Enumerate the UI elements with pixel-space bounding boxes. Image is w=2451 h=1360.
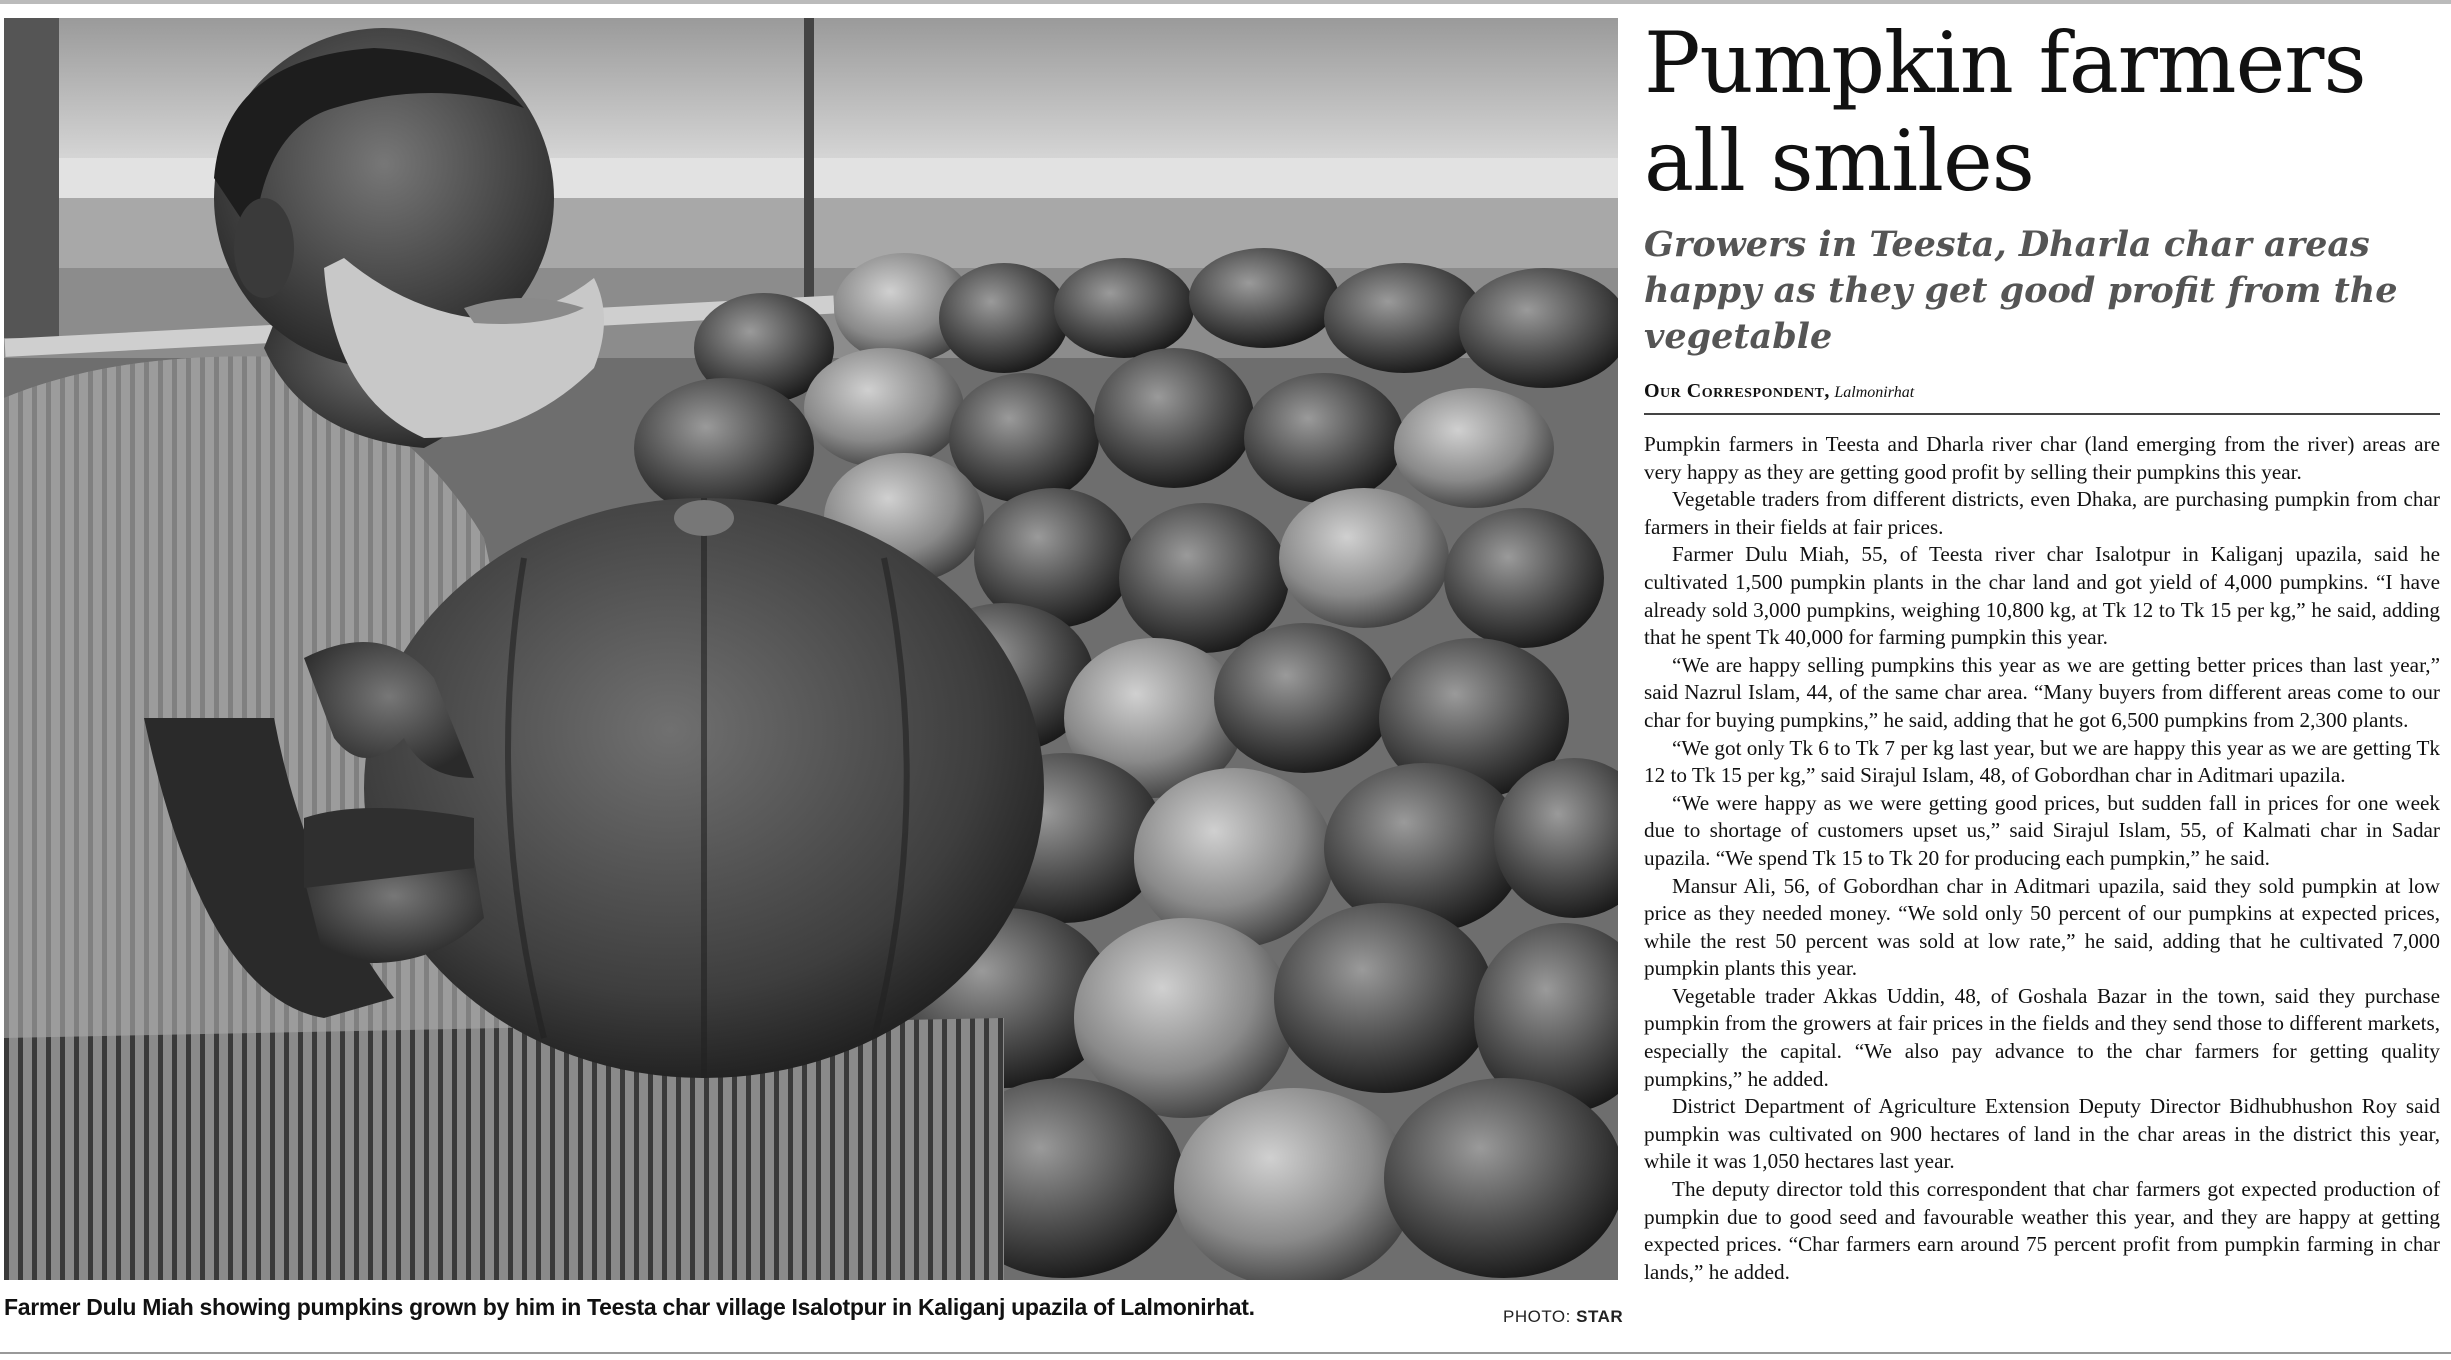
deck-subheadline: Growers in Teesta, Dharla char areas happy as they get good profit from the vegetable bbox=[1644, 224, 2398, 357]
headline-line-2: all smiles bbox=[1644, 112, 2034, 210]
article-column bbox=[1644, 14, 2440, 1344]
headline-line-1: Pumpkin farmers bbox=[1644, 14, 2366, 112]
paragraph: “We were happy as we were getting good prices, but sudden fall in prices for one week due to shortage of customers upset us,” said Sirajul Islam, 55, of Kalmati char in Sadar upazila. “We spend Tk 15 to Tk 20 for producing each pumpkin,” he said. bbox=[1644, 790, 2440, 870]
paragraph: Mansur Ali, 56, of Gobordhan char in Aditmari upazila, said they sold pumpkin at low price as they needed money. “We sold only 50 percent of our pumpkins at expected prices, while the rest 50 percent was sold at low rate,” he said, adding that he cultivated 7,000 pumpkin plants this year. bbox=[1644, 873, 2440, 981]
top-border bbox=[0, 0, 2451, 4]
farmer-with-pumpkins-photo bbox=[4, 18, 1618, 1280]
byline-rule bbox=[1644, 413, 2440, 415]
byline bbox=[1644, 380, 2440, 403]
photo-caption: Farmer Dulu Miah showing pumpkins grown by him in Teesta char village Isalotpur in Kaliganj upazila of Lalmonirhat. bbox=[4, 1294, 1255, 1320]
paragraph: District Department of Agriculture Extension Deputy Director Bidhubhushon Roy said pumpkin was cultivated on 900 hectares of land in the char areas in the district this year, while it was 1,050 hectares last year. bbox=[1644, 1094, 2440, 1174]
paragraph: Vegetable trader Akkas Uddin, 48, of Goshala Bazar in the town, said they purchase pumpkin from the growers at fair prices in the fields and they send those to different markets, especially the capital. “We also pay advance to the char farmers for getting quality pumpkins,” he added. bbox=[1644, 983, 2440, 1091]
photo-credit-source: STAR bbox=[1576, 1307, 1624, 1326]
photo-credit bbox=[1503, 1307, 1623, 1327]
news-photo bbox=[4, 18, 1618, 1280]
paragraph: “We are happy selling pumpkins this year as we are getting better prices than last year,” said Nazrul Islam, 44, of the same char area. “Many buyers from different areas come to our char for buying pumpkins,” he said, adding that he got 6,500 pumpkins from 2,300 plants. bbox=[1644, 652, 2440, 732]
byline-author: Our Correspondent, bbox=[1644, 380, 1830, 402]
headline bbox=[1644, 14, 2440, 210]
article-body bbox=[1644, 431, 2440, 1286]
paragraph: The deputy director told this correspondent that char farmers got expected production of pumpkin due to good seed and favourable weather this year, and they are happy at getting expected prices. “Char farmers earn around 75 percent profit from pumpkin farming in char lands,” he added. bbox=[1644, 1177, 2440, 1284]
paragraph: Pumpkin farmers in Teesta and Dharla river char (land emerging from the river) areas are very happy as they are getting good profit by selling their pumpkins this year. bbox=[1644, 432, 2440, 484]
paragraph: Farmer Dulu Miah, 55, of Teesta river char Isalotpur in Kaliganj upazila, said he cultivated 1,500 pumpkin plants in the char land and got yield of 4,000 pumpkins. “I have already sold 3,000 pumpkins, weighing 10,800 kg, at Tk 12 to Tk 15 per kg,” he said, adding that he spent Tk 40,000 for farming pumpkin this year. bbox=[1644, 542, 2440, 650]
paragraph: “We got only Tk 6 to Tk 7 per kg last year, but we are happy this year as we are getting Tk 12 to Tk 15 per kg,” said Sirajul Islam, 48, of Gobordhan char in Aditmari upazila. bbox=[1644, 735, 2440, 788]
bottom-border bbox=[0, 1352, 2451, 1354]
paragraph: Vegetable traders from different districts, even Dhaka, are purchasing pumpkin from char farmers in their fields at fair prices. bbox=[1644, 487, 2440, 539]
byline-place: Lalmonirhat bbox=[1834, 384, 1915, 401]
photo-credit-label: PHOTO: bbox=[1503, 1307, 1571, 1326]
